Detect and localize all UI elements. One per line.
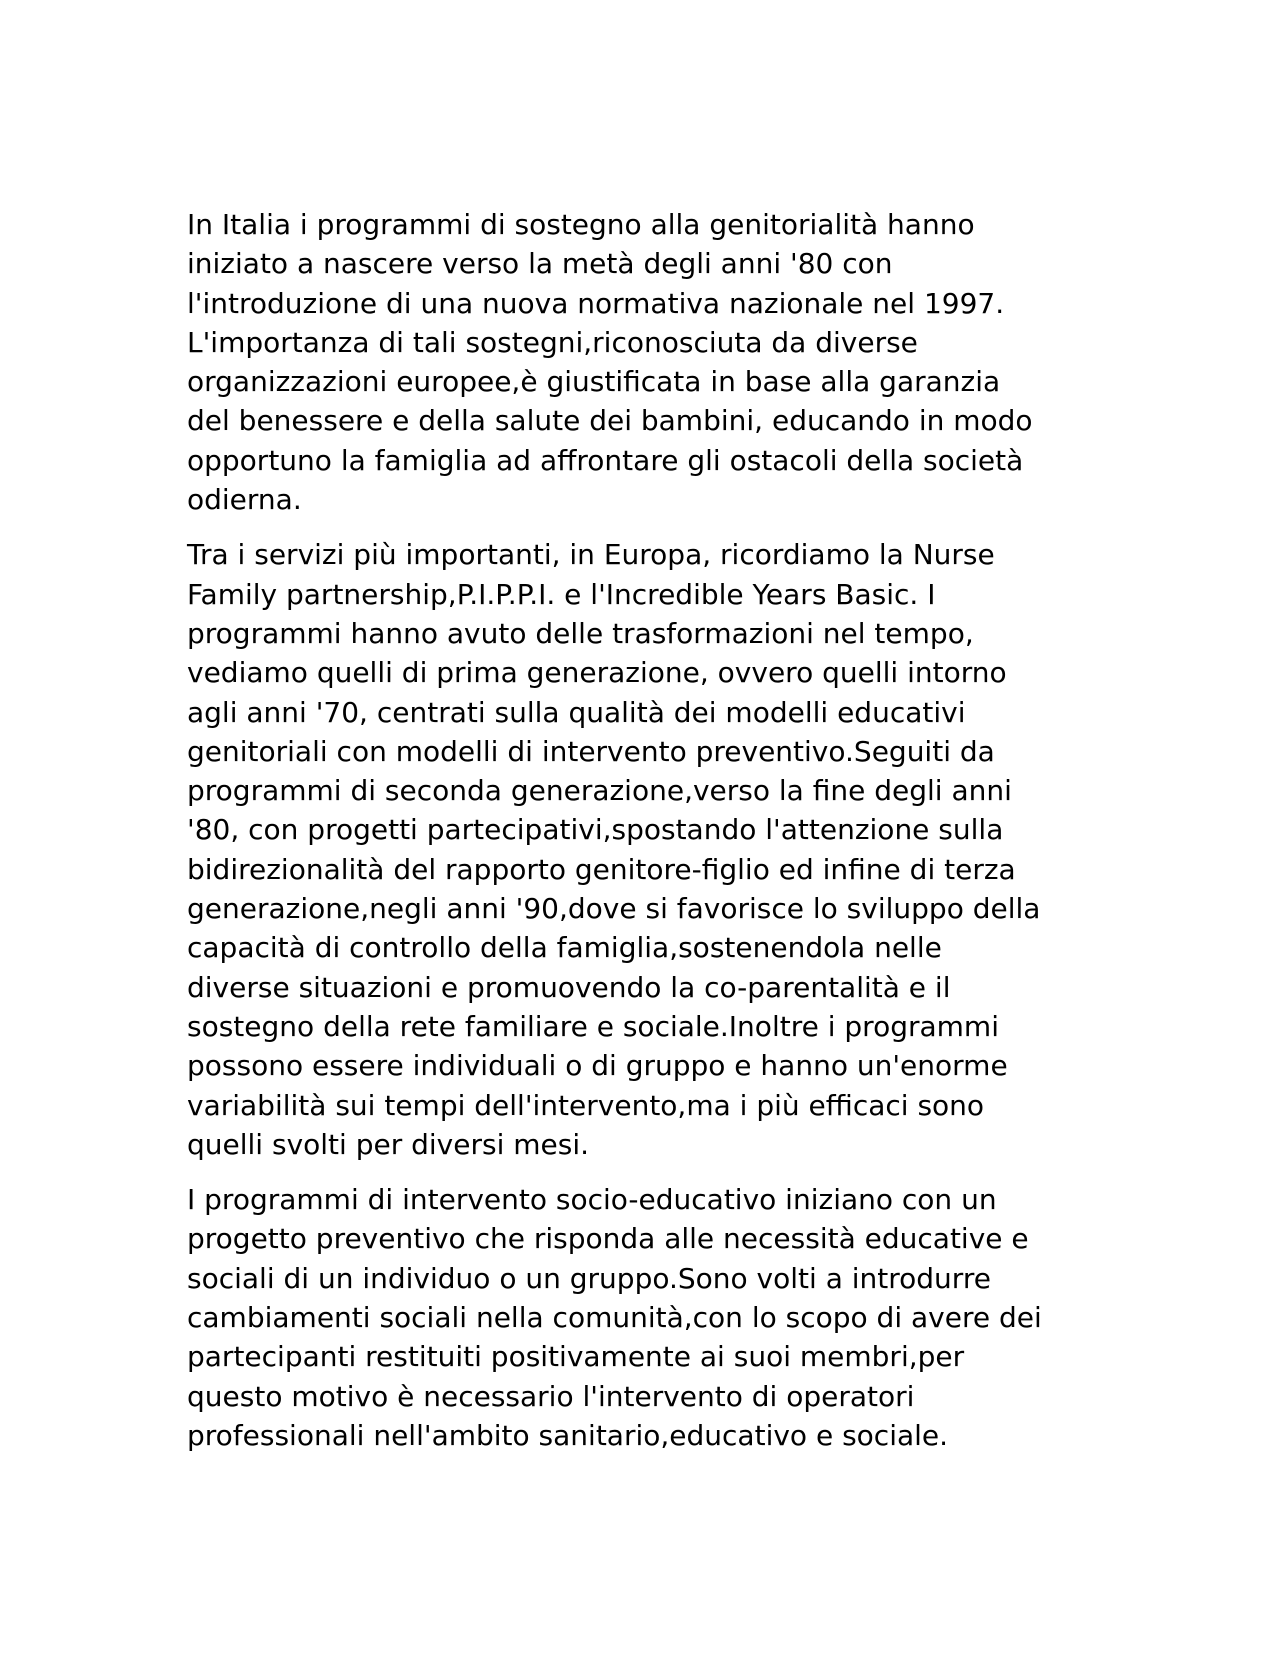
document-body [187,205,1087,1471]
text-line: sociali di un individuo o un gruppo.Sono volti a introdurre [187,1261,991,1295]
text-line: genitoriali con modelli di intervento preventivo.Seguiti da [187,734,995,768]
text-line: bidirezionalità del rapporto genitore-figlio ed infine di terza [187,852,1016,886]
text-line: quelli svolti per diversi mesi. [187,1127,590,1161]
text-line: partecipanti restituiti positivamente ai suoi membri,per [187,1340,965,1374]
text-line: diverse situazioni e promuovendo la co-parentalità e il [187,970,951,1004]
paragraph-3 [187,1180,1087,1455]
text-line: variabilità sui tempi dell'intervento,ma i più efficaci sono [187,1088,985,1122]
text-line: '80, con progetti partecipativi,spostando l'attenzione sulla [187,813,1004,847]
text-line: generazione,negli anni '90,dove si favorisce lo sviluppo della [187,892,1041,926]
text-line: programmi di seconda generazione,verso la fine degli anni [187,774,1012,808]
text-line: l'introduzione di una nuova normativa nazionale nel 1997. [187,286,1005,320]
text-line: L'importanza di tali sostegni,riconosciuta da diverse [187,325,918,359]
text-line: I programmi di intervento socio-educativo iniziano con un [187,1183,997,1217]
text-line: programmi hanno avuto delle trasformazioni nel tempo, [187,616,974,650]
text-line: capacità di controllo della famiglia,sostenendola nelle [187,931,942,965]
text-line: In Italia i programmi di sostegno alla genitorialità hanno [187,208,975,241]
text-line: Tra i servizi più importanti, in Europa, ricordiamo la Nurse [187,538,995,572]
text-line: questo motivo è necessario l'intervento di operatori [187,1379,915,1413]
text-line: opportuno la famiglia ad affrontare gli ostacoli della società [187,443,1024,477]
text-line: progetto preventivo che risponda alle necessità educative e [187,1222,1029,1256]
paragraph-1 [187,205,1087,519]
text-line: agli anni '70, centrati sulla qualità dei modelli educativi [187,695,966,729]
text-line: Family partnership,P.I.P.P.I. e l'Incredible Years Basic. I [187,577,936,611]
text-line: possono essere individuali o di gruppo e hanno un'enorme [187,1049,1008,1083]
text-line: vediamo quelli di prima generazione, ovvero quelli intorno [187,656,1007,690]
text-line: odierna. [187,483,302,517]
text-line: organizzazioni europee,è giustificata in base alla garanzia [187,365,1001,399]
text-line: cambiamenti sociali nella comunità,con lo scopo di avere dei [187,1301,1042,1335]
text-line: sostegno della rete familiare e sociale.Inoltre i programmi [187,1009,999,1043]
text-line: iniziato a nascere verso la metà degli anni '80 con [187,247,893,281]
text-line: professionali nell'ambito sanitario,educativo e sociale. [187,1418,949,1452]
paragraph-2 [187,535,1087,1164]
text-line: del benessere e della salute dei bambini, educando in modo [187,404,1033,438]
